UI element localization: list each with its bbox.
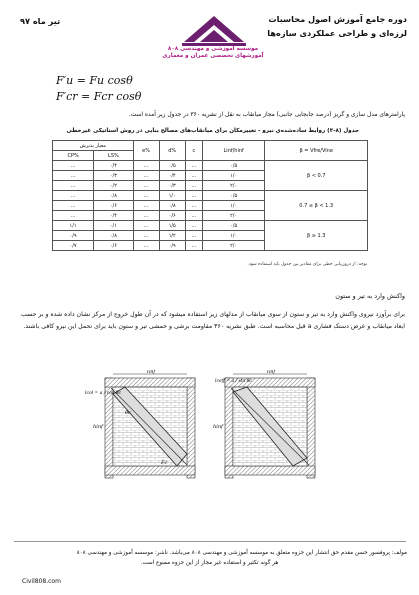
table-cell: ۰/۴ — [94, 211, 133, 221]
table-cell: ... — [185, 201, 202, 211]
paragraph-2: برای برآورد نیروی واکنش وارد به تیر و ستون از سوی میانقاب از مدلهای زیر استفاده میشود که در آن طول خروج از مرکز نشان داده شده و بر حسب ابعاد میانقاب و عرض دستک فشاری a قبل محاسبه است. طبق نشریه ۳۶۰ مقاومت برشی و خمشی تیر و ستون باید برای تحمل این نیرو کافی باشند. — [21, 311, 405, 330]
table-header: β = Vfre/Vine — [265, 141, 368, 161]
table-cell: ... — [185, 191, 202, 201]
table-cell: ... — [133, 171, 159, 181]
logo-line1: موسسه آموزشی و مهندسی ۸۰۸ — [167, 46, 259, 52]
table-cell: ۱/۵ — [159, 221, 185, 231]
table-cell: ۲/۰ — [202, 241, 265, 251]
table-cell: ۰/۵ — [202, 161, 265, 171]
equation-2: F′cr = Fcr cosθ — [56, 90, 142, 103]
table-cell: ۰/۶ — [94, 201, 133, 211]
frame-right — [213, 370, 315, 478]
table-beta-range: 0.7 ≤ β < 1.3 — [265, 191, 368, 221]
table-cell: ۰/۳ — [94, 171, 133, 181]
table-cell: ۰/۶ — [159, 211, 185, 221]
table-beta-range: β ≥ 1.3 — [265, 221, 368, 251]
institute-logo-icon — [154, 10, 274, 70]
table-cell: ۱/۱ — [53, 221, 94, 231]
table-header: d% — [159, 141, 185, 161]
table-cell: ۰/۴ — [159, 171, 185, 181]
figure-force-label: Fc — [161, 460, 168, 466]
table-header: CP% — [53, 151, 94, 161]
table-cell: ۱/۰ — [202, 171, 265, 181]
table-cell: ۰/۷ — [53, 241, 94, 251]
table-cell: ۰/۱ — [94, 221, 133, 231]
table-row — [53, 191, 368, 201]
course-title-line1: دوره جامع آموزش اصول محاسبات — [268, 14, 407, 24]
table-cell: ۰/۴ — [94, 161, 133, 171]
table-cell: ... — [133, 191, 159, 201]
table-note: توجه: از درون‌یابی خطی برای مقادیر بین جدول باید استفاده شود. — [247, 262, 367, 267]
footer — [12, 548, 407, 568]
table-cell: ... — [185, 181, 202, 191]
infill-strut-figure — [85, 370, 345, 480]
table-cell: ۱/۰ — [202, 201, 265, 211]
equation-1: F′u = Fu cosθ — [56, 74, 133, 87]
table-cell: ... — [133, 201, 159, 211]
table-cell: ۰/۵ — [202, 221, 265, 231]
table-cell: ... — [133, 241, 159, 251]
figure-right-linf: linf — [267, 370, 276, 375]
paragraph-1: پارامترهای مدل سازی و گریز (درصد جابجایی جانبی) مجاز میانقاب به نقل از نشریه ۳۶۰ در جدول زیر آمده است. — [128, 112, 405, 118]
table-cell: ۰/۸ — [94, 231, 133, 241]
footer-line2: هر گونه تکثیر و استفاده غیر مجاز از این جزوه ممنوع است. — [140, 560, 279, 566]
table-cell: ۰/۹ — [53, 231, 94, 241]
table-cell: ۰/۳ — [159, 181, 185, 191]
table-cell: ۱/۰ — [202, 231, 265, 241]
figure-right-formula: lceff = a / sin θc — [215, 379, 252, 384]
table-header: c — [185, 141, 202, 161]
figure-left-linf: linf — [147, 370, 156, 375]
table-caption: جدول (۸-۳) روابط ساده‌شده‌ی نیرو - تغییرمکان برای میانقاب‌های مصالح بنایی در روش استاتیکی غیرخطی — [66, 128, 359, 134]
logo-line2: آموزشهای تخصصی عمران و معماری — [162, 52, 264, 59]
table-cell: ... — [53, 201, 94, 211]
table-cell: ... — [133, 231, 159, 241]
table-cell: ... — [185, 221, 202, 231]
table-cell: ... — [185, 211, 202, 221]
table-group-header: معیار پذیرش — [53, 141, 134, 151]
logo-caption — [150, 46, 276, 59]
acceptance-table — [52, 140, 368, 251]
table-cell: ... — [185, 241, 202, 251]
frame-left — [85, 370, 195, 478]
table-header: Linf/hinf — [202, 141, 265, 161]
figure-left-formula: lcol = a / cos θc — [85, 391, 121, 396]
table-cell: ۲/۰ — [202, 211, 265, 221]
table-beta-range: β < 0.7 — [265, 161, 368, 191]
footer-line1: مولف: پروفسور حسن مقدم حق انتشار این جزوه متعلق به موسسه آموزشی و مهندسی ۸۰۸ می‌باشد. ناشر: موسسه آموزشی و مهندسی ۸۰۸ — [76, 550, 407, 556]
table-cell: ۱/۲ — [159, 231, 185, 241]
table-cell: ... — [53, 211, 94, 221]
section-title: واکنش وارد به تیر و ستون — [335, 292, 405, 300]
table-cell: ... — [133, 221, 159, 231]
table-row — [53, 161, 368, 171]
table-cell: ... — [185, 161, 202, 171]
course-title — [267, 12, 407, 40]
table-cell: ... — [185, 231, 202, 241]
table-cell: ... — [53, 191, 94, 201]
table-cell: ... — [53, 171, 94, 181]
figure-theta-label: θc — [125, 410, 131, 416]
table-cell: ۰/۵ — [159, 161, 185, 171]
table-cell: ... — [133, 211, 159, 221]
header-date: تیر ماه ۹۷ — [20, 16, 61, 26]
course-title-line2: لرزه‌ای و طراحی عملکردی سازه‌ها — [267, 28, 407, 38]
table-cell: ۰/۸ — [94, 191, 133, 201]
table-cell: ۰/۸ — [159, 201, 185, 211]
figure-left-hinf: hinf — [93, 424, 103, 430]
table-cell: ... — [53, 181, 94, 191]
table-cell: ۰/۶ — [94, 241, 133, 251]
footer-divider — [14, 541, 406, 542]
table-cell: ... — [53, 161, 94, 171]
table-cell: ۰/۵ — [202, 191, 265, 201]
table-header: LS% — [94, 151, 133, 161]
table-cell: ۰/۲ — [94, 181, 133, 191]
table-cell: ... — [133, 181, 159, 191]
table-cell: ۰/۹ — [159, 241, 185, 251]
table-row — [53, 221, 368, 231]
footer-site: Civil808.com — [22, 578, 61, 585]
figure-right-hinf: hinf — [213, 424, 223, 430]
table-cell: ۱/۰ — [159, 191, 185, 201]
table-header: e% — [133, 141, 159, 161]
table-cell: ۲/۰ — [202, 181, 265, 191]
table-cell: ... — [185, 171, 202, 181]
table-cell: ... — [133, 161, 159, 171]
